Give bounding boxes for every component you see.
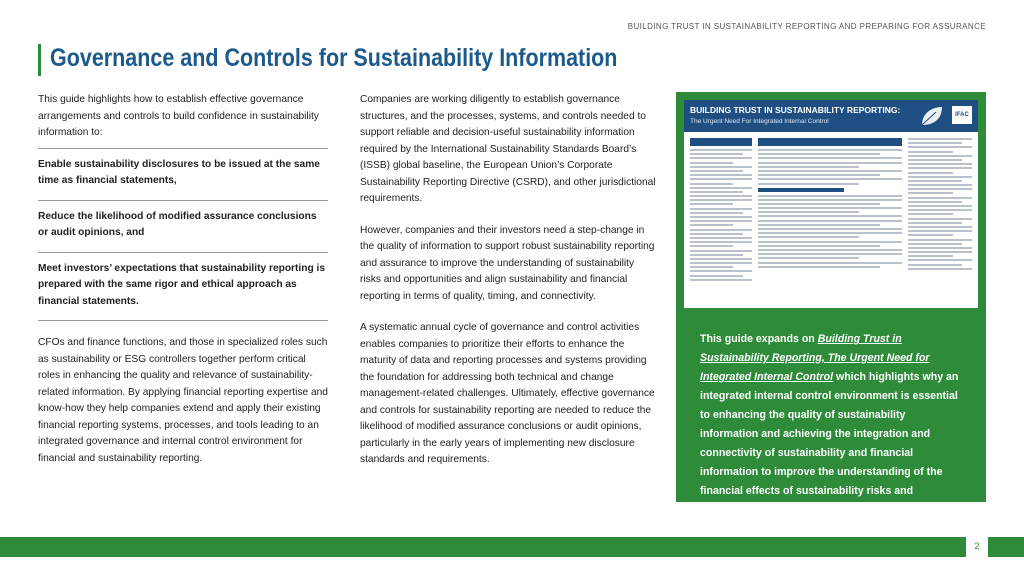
ifac-logo: IFAC	[952, 106, 972, 124]
sidebar-text-lead: This guide expands on	[700, 333, 818, 345]
page-title: Governance and Controls for Sustainability Information	[50, 44, 618, 72]
body-paragraph: However, companies and their investors need a step-change in the quality of information to support robust sustainability reporting and assurance to improve the understanding of sustainability risks and opportunities and align sustainability and financial reporting in terms of quality, timing, and connectivity.	[360, 224, 655, 302]
goal-item: Enable sustainability disclosures to be issued at the same time as financial statements,	[38, 148, 328, 200]
cover-text-column	[690, 138, 752, 302]
goal-item: Reduce the likelihood of modified assurance conclusions or audit opinions, and	[38, 200, 328, 252]
page-number: 2	[974, 541, 980, 551]
intro-paragraph: This guide highlights how to establish effective governance arrangements and controls to build confidence in sustainability information to:	[38, 94, 319, 138]
cover-text-column	[908, 138, 972, 302]
cover-header	[684, 100, 978, 132]
running-header: BUILDING TRUST IN SUSTAINABILITY REPORTING AND PREPARING FOR ASSURANCE	[627, 22, 986, 31]
cover-body	[690, 138, 972, 302]
footer-bar	[0, 537, 1024, 557]
title-accent-bar	[38, 44, 41, 76]
guide-link[interactable]: Building Trust in Sustainability Reporting, The Urgent Need for Integrated Internal Control	[700, 333, 930, 383]
related-guide-sidebar	[676, 92, 986, 516]
left-column	[38, 92, 328, 467]
body-paragraph: Companies are working diligently to establish governance structures, and the processes, systems, and controls needed to support reliable and decision-useful sustainability information required by the International Sustainability Standards Board’s (ISSB) global baseline, the European Union’s Corporate Sustainability Reporting Directive (CSRD), and other jurisdictional requirements.	[360, 94, 656, 204]
closing-paragraph: CFOs and finance functions, and those in specialized roles such as sustainability or ESG controllers together perform critical roles in enhancing the quality and relevance of sustainability-related information. By applying financial reporting expertise and know-how they help companies extend and apply their existing financial reporting systems, processes, and tools leading to an integrated governance and internal control environment for financial and sustainability reporting.	[38, 337, 328, 464]
sidebar-text-body: which highlights why an integrated internal control environment is essential to enhancing the quality of sustainability information and achieving the integration and connectivity of sustainability and financial information to improve the understanding of the financial effects of sustainability risks and opportunities.	[700, 371, 959, 516]
body-paragraph: A systematic annual cycle of governance and control activities enables companies to prioritize their efforts to enhance the maturity of data and reporting processes and systems providing the foundation for addressing both technical and change management-related challenges. Ultimately, effective governance and controls for sustainability reporting are needed to reduce the likelihood of modified assurance conclusions or audit opinions, particularly in the early years of implementing new disclosure standards and requirements.	[360, 322, 655, 465]
leaf-icon	[918, 103, 946, 129]
middle-column	[360, 92, 656, 484]
sidebar-description	[700, 330, 966, 520]
guide-cover-thumbnail[interactable]	[684, 100, 978, 308]
goal-list	[38, 148, 328, 322]
cover-text-column	[758, 138, 902, 302]
cover-subtitle: The Urgent Need For Integrated Internal Control	[690, 118, 829, 125]
goal-item: Meet investors’ expectations that sustainability reporting is prepared with the same rigor and ethical approach as financial statements.	[38, 252, 328, 322]
cover-title: BUILDING TRUST IN SUSTAINABILITY REPORTING:	[690, 105, 901, 115]
